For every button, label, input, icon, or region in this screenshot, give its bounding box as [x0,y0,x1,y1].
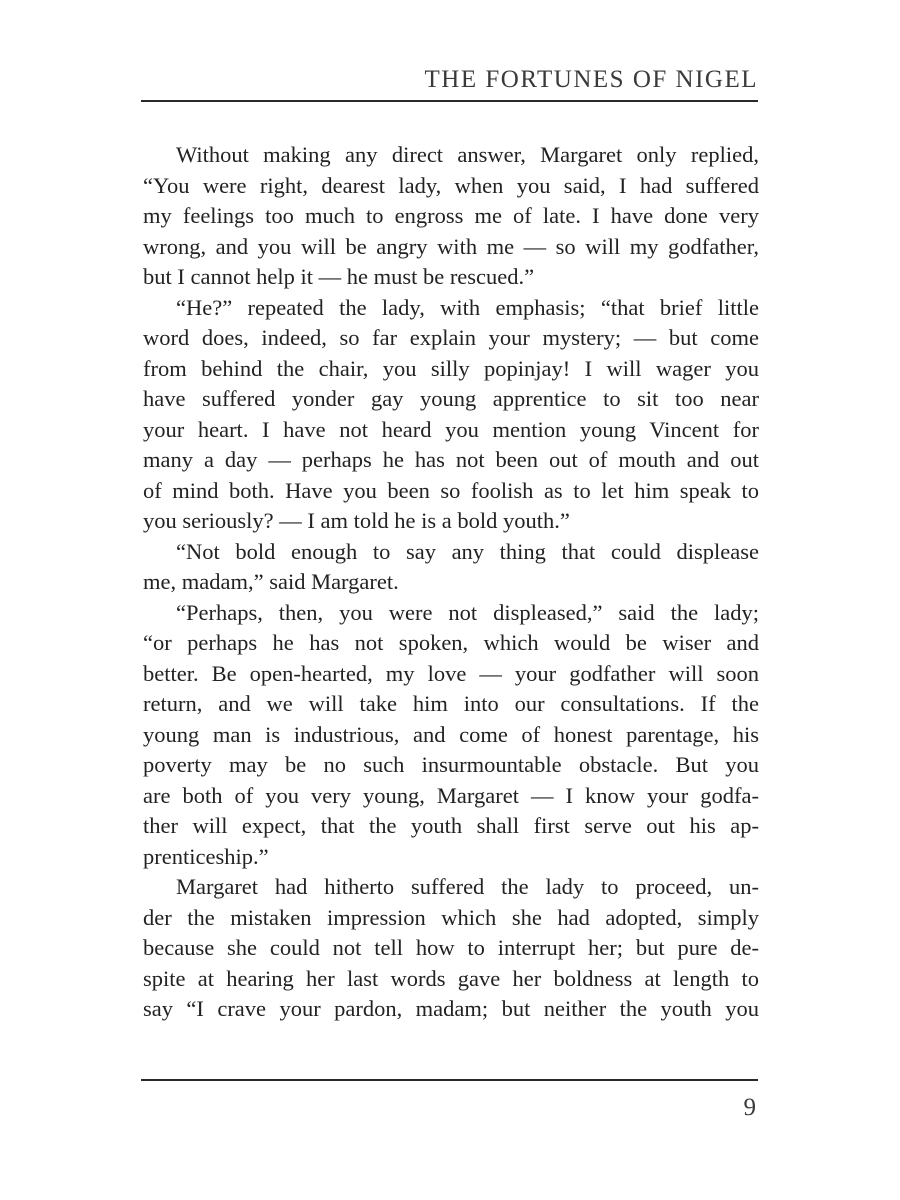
header-rule [141,100,758,102]
body-text [143,140,759,1025]
text-line: der the mistaken impression which she had adopted, simply [143,904,759,930]
text-line: you seriously? — I am told he is a bold youth.” [143,508,570,533]
text-line: but I cannot help it — he must be rescued.” [143,264,535,289]
text-line: of mind both. Have you been so foolish as to let him speak to [143,477,759,503]
running-head-title: THE FORTUNES OF NIGEL [424,66,758,93]
text-line: ther will expect, that the youth shall first serve out his ap- [143,813,759,838]
text-line: “Perhaps, then, you were not displeased,” said the lady; [176,599,759,625]
text-line: many a day — perhaps he has not been out of mouth and out [143,447,759,472]
text-line: “He?” repeated the lady, with emphasis; “that brief little [176,294,759,320]
text-line: poverty may be no such insurmountable obstacle. But you [143,752,759,777]
text-line: better. Be open-hearted, my love — your godfather will soon [143,660,759,686]
page-number: 9 [743,1094,756,1121]
text-line: Without making any direct answer, Margaret only replied, [176,142,759,167]
text-line: have suffered yonder gay young apprentice to sit too near [143,386,759,411]
text-line: “You were right, dearest lady, when you said, I had suffered [143,172,759,198]
footer-rule [141,1079,758,1081]
text-line: spite at hearing her last words gave her boldness at length to [143,965,759,991]
text-line: young man is industrious, and come of honest parentage, his [143,721,759,747]
text-line: wrong, and you will be angry with me — so will my godfather, [143,233,759,259]
text-line: because she could not tell how to interrupt her; but pure de- [143,935,759,960]
text-line: from behind the chair, you silly popinjay! I will wager you [143,355,759,381]
text-line: my feelings too much to engross me of late. I have done very [143,203,759,228]
text-line: word does, indeed, so far explain your mystery; — but come [143,325,759,350]
text-line: return, and we will take him into our consultations. If the [143,691,759,716]
text-line: “or perhaps he has not spoken, which would be wiser and [143,630,759,655]
text-line: are both of you very young, Margaret — I know your godfa- [143,782,759,808]
text-line: me, madam,” said Margaret. [143,569,399,594]
text-line: prenticeship.” [143,843,269,869]
text-line: Margaret had hitherto suffered the lady to proceed, un- [176,874,759,899]
text-line: say “I crave your pardon, madam; but neither the youth you [143,996,759,1021]
text-line: your heart. I have not heard you mention young Vincent for [143,416,759,442]
text-line: “Not bold enough to say any thing that could displease [176,538,759,564]
